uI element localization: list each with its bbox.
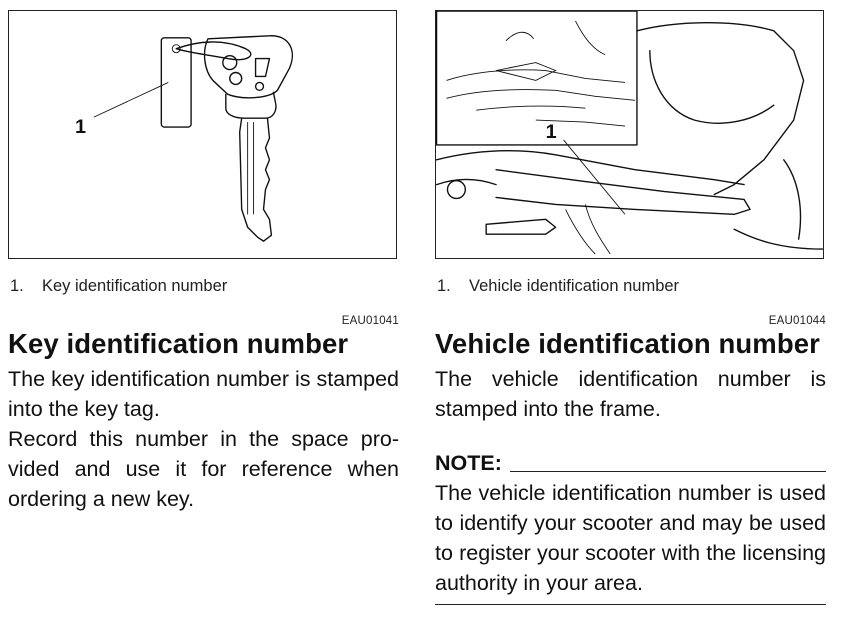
figure-caption xyxy=(437,277,679,296)
section-heading: Key identification number xyxy=(8,328,349,359)
key-illustration xyxy=(8,10,397,259)
caption-text: Key identification number xyxy=(42,277,228,295)
callout-leader xyxy=(564,140,626,214)
note-header xyxy=(435,450,826,476)
note-rule xyxy=(510,471,826,472)
scooter-frame-drawing xyxy=(436,11,823,258)
paragraph: The key identification number is stamped into the key tag. xyxy=(8,367,399,421)
caption-text: Vehicle identification number xyxy=(469,277,680,295)
callout-leader xyxy=(94,82,168,117)
callout-number: 1 xyxy=(75,116,87,139)
caption-number: 1. xyxy=(10,277,24,295)
reference-code: EAU01044 xyxy=(768,315,826,327)
callout-number: 1 xyxy=(545,120,557,143)
key-ring xyxy=(176,42,251,60)
key-drawing xyxy=(9,11,396,258)
section-heading: Vehicle identification number xyxy=(435,328,820,359)
section-body xyxy=(8,364,399,514)
paragraph: The vehicle identification number is stamped into the frame. xyxy=(435,367,826,421)
key-blade xyxy=(240,118,272,241)
inset-detail xyxy=(437,11,637,145)
paragraph: Record this number in the space pro-vided and use it for reference when ordering a new key. xyxy=(8,427,399,511)
note-text: The vehicle identification number is used to identify your scooter and may be used to register your scooter with the licensing authority in your area. xyxy=(435,481,826,595)
note-box xyxy=(435,450,826,605)
key-head xyxy=(205,36,293,98)
figure-caption xyxy=(10,277,227,296)
reference-code: EAU01041 xyxy=(341,315,399,327)
note-title: NOTE: xyxy=(435,451,502,475)
caption-number: 1. xyxy=(437,277,451,295)
note-end-rule xyxy=(435,604,826,605)
section-body xyxy=(435,364,826,424)
frame-illustration xyxy=(435,10,824,259)
